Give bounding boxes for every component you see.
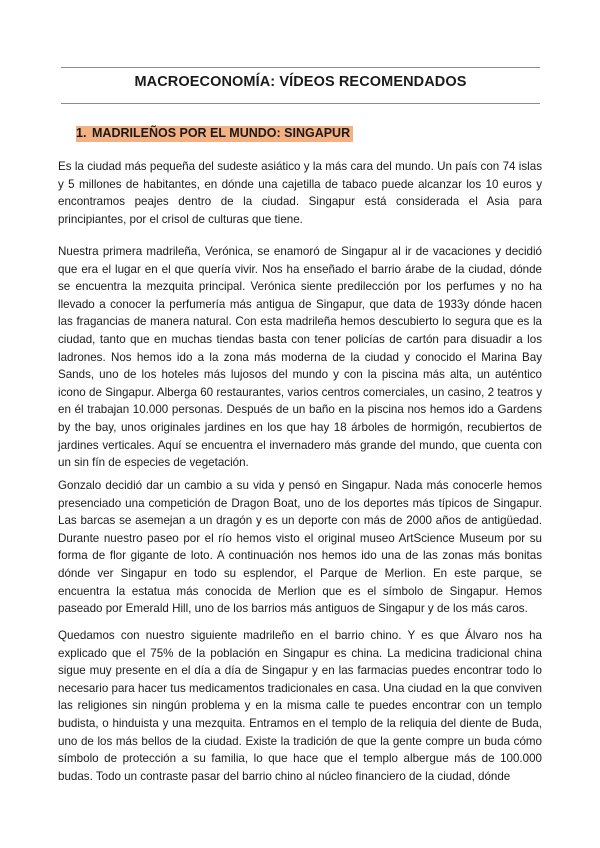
title-bottom-rule [61, 103, 540, 104]
section-heading [76, 126, 353, 142]
section-heading-text: MADRILEÑOS POR EL MUNDO: SINGAPUR [92, 126, 351, 140]
paragraph: Gonzalo decidió dar un cambio a su vida y pensó en Singapur. Nada más conocerle hemos presenciado una competición de Dragon Boat, uno de los deportes más típicos de Singapur. Las barcas se asemejan a un dragón y es un deporte con más de 2000 años de antigüedad. Durante nuestro paseo por el río hemos visto el original museo ArtScience Museum por su forma de flor gigante de loto. A continuación nos hemos ido una de las zonas más bonitas dónde ver Singapur en todo su esplendor, el Parque de Merlion. En este parque, se encuentra la estatua más conocida de Merlion que es el símbolo de Singapur. Hemos paseado por Emerald Hill, uno de los barrios más antiguos de Singapur y de los más caros. [58, 479, 542, 616]
paragraph: Nuestra primera madrileña, Verónica, se enamoró de Singapur al ir de vacaciones y decidió que era el lugar en el que quería vivir. Nos ha enseñado el barrio árabe de la ciudad, dónde se encuentra la mezquita principal. Verónica siente predilección por los perfumes y no ha llevado a conocer la perfumería más antigua de Singapur, que data de 1933y dónde hacen las fragancias de manera natural. Con esta madrileña hemos descubierto lo segura que es la ciudad, tanto que en muchas tiendas basta con tener policías de cartón para disuadir a los ladrones. Nos hemos ido a la zona más moderna de la ciudad y conocido el Marina Bay Sands, uno de los hoteles más lujosos del mundo y con la piscina más alta, un auténtico icono de Singapur. Alberga 60 restaurantes, varios centros comerciales, un casino, 2 teatros y en él trabajan 10.000 personas. Después de un baño en la piscina nos hemos ido a Gardens by the bay, unos originales jardines en los que hay 18 árboles de hormigón, recubiertos de jardines verticales. Aquí se encuentra el invernadero más grande del mundo, que cuenta con un sin fín de especies de vegetación. [58, 245, 542, 470]
document-title: MACROECONOMÍA: VÍDEOS RECOMENDADOS [134, 74, 467, 90]
paragraph: Es la ciudad más pequeña del sudeste asiático y la más cara del mundo. Un país con 74 islas y 5 millones de habitantes, en dónde una cajetilla de tabaco puede alcanzar los 10 euros y encontramos peajes dentro de la ciudad. Singapur está considerada el Asia para principiantes, por el crisol de culturas que tiene. [58, 160, 542, 226]
paragraph: Quedamos con nuestro siguiente madrileño en el barrio chino. Y es que Álvaro nos ha explicado que el 75% de la población en Singapur es china. La medicina tradicional china sigue muy presente en el día a día de Singapur y en las farmacias puedes encontrar todo lo necesario para hacer tus medicamentos tradicionales en casa. Una ciudad en la que conviven las religiones sin ningún problema y en la misma calle te puedes encontrar con un templo budista, o hinduista y una mezquita. Entramos en el templo de la reliquia del diente de Buda, uno de los más bellos de la ciudad. Existe la tradición de que la gente compre un buda cómo símbolo de protección a su familia, lo que hace que el templo albergue más de 100.000 budas. Todo un contraste pasar del barrio chino al núcleo financiero de la ciudad, dónde [58, 629, 542, 783]
title-top-rule [61, 67, 540, 68]
section-number: 1. [76, 126, 87, 140]
